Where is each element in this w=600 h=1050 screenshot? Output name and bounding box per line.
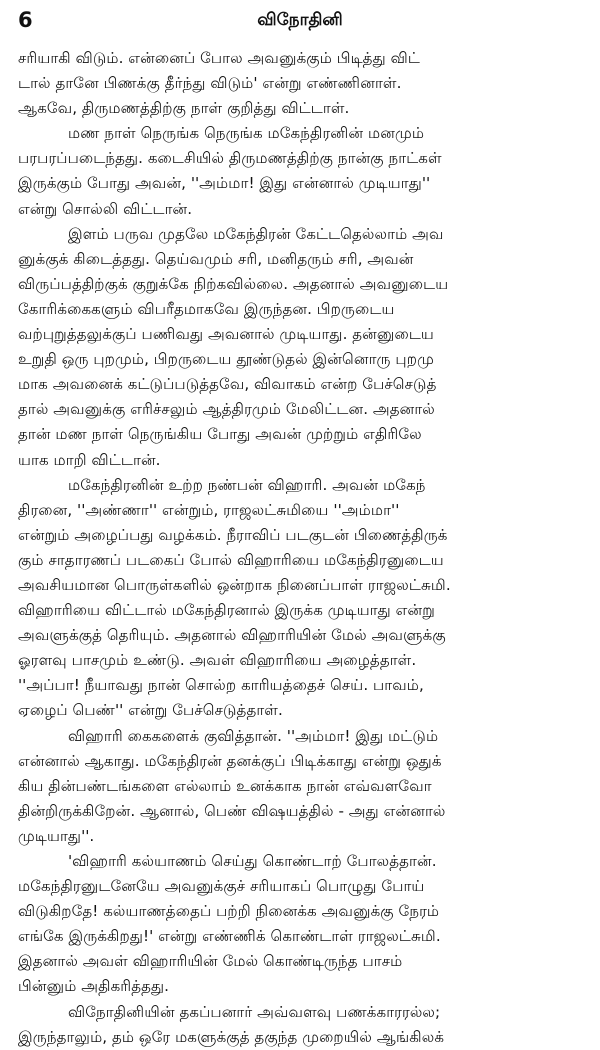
- paragraph: [18, 473, 584, 724]
- text-line: வற்புறுத்தலுக்குப் பணிவது அவனால் முடியாது. தன்னுடைய: [18, 325, 434, 344]
- text-line: இளம் பருவ முதலே மகேந்திரன் கேட்டதெல்லாம் அவ: [68, 224, 444, 243]
- text-line: இருந்தாலும், தம் ஒரே மகளுக்குத் தகுந்த முறையில் ஆங்கிலக்: [18, 1027, 445, 1046]
- text-line: பரபரப்படைந்தது. கடைசியில் திருமணத்திற்கு நான்கு நாட்கள்: [18, 149, 442, 168]
- text-line: விருப்பத்திற்குக் குறுக்கே நிற்கவில்லை. அதனால் அவனுடைய: [18, 274, 449, 293]
- text-line: 'விஹாரி கல்யாணம் செய்து கொண்டாற் போலத்தான்.: [68, 852, 437, 870]
- paragraph: [18, 121, 584, 221]
- text-line: திரனை, ''அண்ணா'' என்றும், ராஜலட்சுமியை ''அம்மா'': [18, 500, 400, 519]
- text-line: விஹாரியை விட்டால் மகேந்திரனால் இருக்க முடியாது என்று: [18, 601, 435, 620]
- running-title: விநோதினி: [257, 10, 343, 30]
- text-line: விநோதினியின் தகப்பனார் அவ்வளவு பணக்காரரல்ல;: [68, 1002, 441, 1021]
- text-line: என்று சொல்லி விட்டான்.: [18, 199, 193, 218]
- text-line: விஹாரி கைகளைக் குவித்தான். ''அம்மா! இது மட்டும்: [68, 726, 439, 745]
- text-line: கும் சாதாரணப் படகைப் போல் விஹாரியை மகேந்திரனுடைய: [18, 550, 444, 569]
- text-line: னுக்குக் கிடைத்தது. தெய்வமும் சரி, மனிதரும் சரி, அவன்: [18, 249, 414, 268]
- page-number: 6: [18, 8, 33, 32]
- text-line: ஆகவே, திருமணத்திற்கு நாள் குறித்து விட்டாள்.: [18, 99, 350, 118]
- text-line: உறுதி ஒரு புறமும், பிறருடைய தூண்டுதல் இன்னொரு புறமு: [18, 350, 434, 369]
- text-line: ''அப்பா! நீயாவது நான் சொல்ற காரியத்தைச் செய். பாவம்,: [18, 676, 424, 695]
- paragraph: [18, 1000, 584, 1050]
- text-line: ஏழைப் பெண்'' என்று பேச்செடுத்தாள்.: [18, 701, 283, 720]
- text-line: எங்கே இருக்கிறது!' என்று எண்ணிக் கொண்டாள் ராஜலட்சுமி.: [18, 927, 441, 946]
- text-line: முடியாது''.: [18, 826, 95, 845]
- text-line: கோரிக்கைகளும் விபரீதமாகவே இருந்தன. பிறருடைய: [18, 299, 395, 318]
- text-line: என்றும் அழைப்பது வழக்கம். நீராவிப் படகுடன் பிணைத்திருக்: [18, 525, 448, 544]
- text-line: தால் அவனுக்கு எரிச்சலும் ஆத்திரமும் மேலிட்டன. அதனால்: [18, 400, 435, 419]
- text-line: தான் மண நாள் நெருங்கிய போது அவன் முற்றும் எதிரிலே: [18, 425, 422, 444]
- text-line: ஓரளவு பாசமும் உண்டு. அவள் விஹாரியை அழைத்தாள்.: [18, 651, 417, 670]
- page-body: [18, 46, 584, 1050]
- text-line: என்னால் ஆகாது. மகேந்திரன் தனக்குப் பிடிக்காது என்று ஒதுக்: [18, 751, 442, 770]
- text-line: மண நாள் நெருங்க நெருங்க மகேந்திரனின் மனமும்: [68, 124, 425, 143]
- text-line: மகேந்திரனின் உற்ற நண்பன் விஹாரி. அவன் மகேந்: [68, 475, 426, 494]
- text-line: இதனால் அவள் விஹாரியின் மேல் கொண்டிருந்த பாசம்: [18, 952, 403, 971]
- text-line: மகேந்திரனுடனேயே அவனுக்குச் சரியாகப் பொழுது போய்: [18, 877, 425, 896]
- paragraph: [18, 222, 584, 473]
- text-line: விடுகிறதே! கல்யாணத்தைப் பற்றி நினைக்க அவனுக்கு நேரம்: [18, 902, 440, 921]
- paragraph: [18, 724, 584, 849]
- page-header: [0, 4, 600, 40]
- text-line: சரியாகி விடும். என்னைப் போல அவனுக்கும் பிடித்து விட்: [18, 49, 420, 67]
- text-line: டால் தானே பிணக்கு தீர்ந்து விடும்' என்று எண்ணினாள்.: [18, 74, 402, 93]
- text-line: தின்றிருக்கிறேன். ஆனால், பெண் விஷயத்தில் - அது என்னால்: [18, 801, 446, 820]
- text-line: கிய தின்பண்டங்களை எல்லாம் உனக்காக நான் எவ்வளவோ: [18, 776, 432, 795]
- text-line: அவசியமான பொருள்களில் ஒன்றாக நினைப்பாள் ராஜலட்சுமி.: [18, 575, 451, 594]
- text-line: இருக்கும் போது அவன், ''அம்மா! இது என்னால் முடியாது'': [18, 174, 431, 193]
- text-line: மாக அவனைக் கட்டுப்படுத்தவே, விவாகம் என்ற பேச்செடுத்: [18, 375, 437, 394]
- text-line: பின்னும் அதிகரித்தது.: [18, 977, 169, 996]
- text-line: யாக மாறி விட்டான்.: [18, 450, 161, 469]
- text-line: அவளுக்குத் தெரியும். அதனால் விஹாரியின் மேல் அவளுக்கு: [18, 626, 446, 645]
- paragraph: [18, 46, 584, 121]
- paragraph: [18, 849, 584, 1000]
